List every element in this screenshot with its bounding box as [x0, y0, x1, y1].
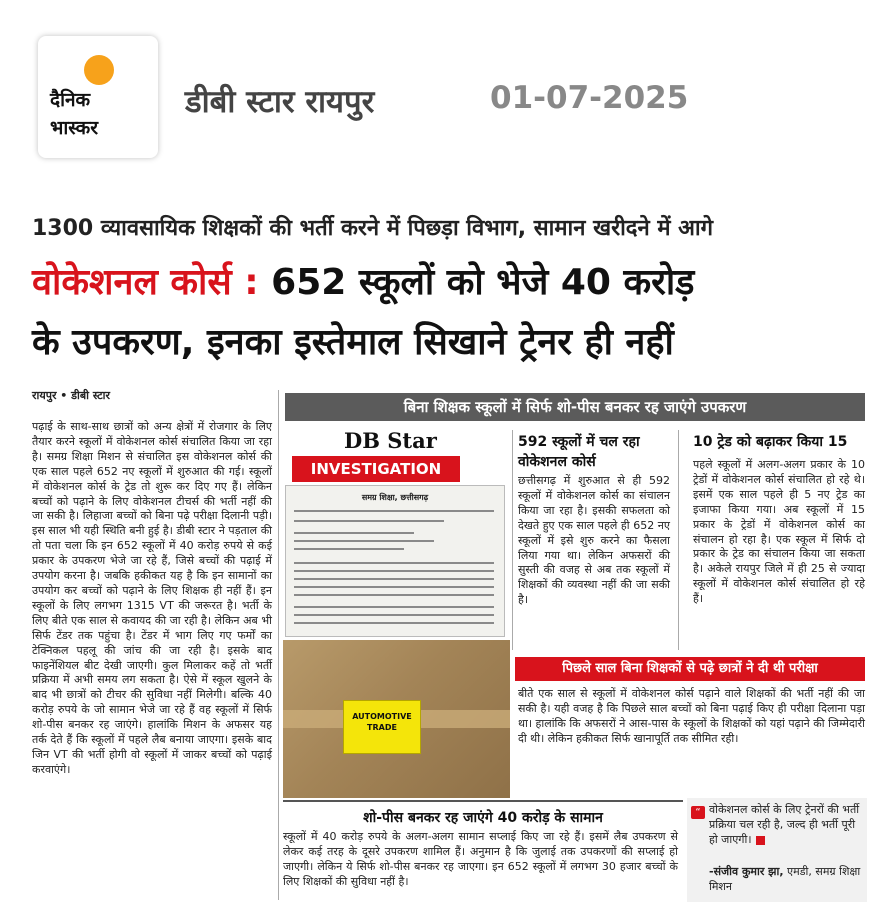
letter-line: [294, 548, 404, 550]
quote-text: [709, 802, 861, 847]
sun-icon: [84, 55, 114, 85]
letter-header: समग्र शिक्षा, छत्तीसगढ़: [361, 493, 429, 502]
main-headline-line2: के उपकरण, इनका इस्तेमाल सिखाने ट्रेनर ही नहीं: [32, 322, 674, 363]
quote-signature: [709, 864, 861, 894]
letter-line: [294, 532, 414, 534]
section-rule: [283, 800, 683, 802]
equipment-box-photo: [283, 640, 510, 798]
letter-line: [294, 614, 494, 616]
showpiece-body: स्कूलों में 40 करोड़ रुपये के अलग-अलग सामान सप्लाई किए जा रहे हैं। इसमें लैब उपकरण से लेकर कई तरह के दूसरे उपकरण शामिल हैं। अनुमान है कि जुलाई तक उपकरणों की सप्लाई हो जाएगी। लेकिन ये सिर्फ शो-पीस बनकर रह जाएगा। इन 652 स्कूलों में लगभग 30 हजार बच्चों के लिए शिक्षकों की सुविधा नहीं है।: [283, 830, 678, 888]
column-divider: [278, 390, 279, 900]
letter-line: [294, 586, 494, 588]
last-year-body: बीते एक साल से स्कूलों में वोकेशनल कोर्स पढ़ाने वाले शिक्षकों की भर्ती नहीं की जा सकी है। यही वजह है कि पिछले साल बच्चों को बिना पढ़ाई किए ही परीक्षा दिलाना पड़ा था। हालांकि कि अफसरों ने आस-पास के स्कूलों के शिक्षकों को यहां पढ़ाने की जिम्मेदारी दी थी। लेकिन हकीकत सिर्फ खानापूर्ति तक सीमित रही।: [518, 687, 865, 745]
letter-line: [294, 578, 494, 580]
investigation-label: INVESTIGATION: [292, 456, 460, 482]
quote-icon: “: [691, 806, 705, 819]
official-quote: [687, 798, 867, 902]
db-star-brand: DB Star: [344, 428, 437, 453]
letter-line: [294, 562, 494, 564]
letter-line: [294, 540, 434, 542]
last-year-banner: पिछले साल बिना शिक्षकों से पढ़े छात्रों ने दी थी परीक्षा: [515, 657, 865, 681]
box-label: AUTOMOTIVE TRADE: [343, 700, 421, 754]
column-divider: [678, 430, 679, 650]
letter-line: [294, 570, 494, 572]
right-heading: 10 ट्रेड को बढ़ाकर किया 15: [693, 434, 848, 450]
letter-line: [294, 510, 494, 512]
main-headline-line1: [32, 256, 694, 305]
logo-line-2: भास्कर: [50, 117, 99, 139]
letter-line: [294, 606, 494, 608]
middle-heading: 592 स्कूलों में चल रहा वोकेशनल कोर्स: [518, 434, 640, 470]
quote-author: -संजीव कुमार झा,: [709, 865, 784, 878]
letter-line: [294, 520, 444, 522]
byline: रायपुर • डीबी स्टार: [32, 389, 111, 402]
official-letter-image: [285, 485, 505, 637]
left-column-body: पढ़ाई के साथ-साथ छात्रों को अन्य क्षेत्रों में रोजगार के लिए तैयार करने स्कूलों में वोकेशनल कोर्स संचालित किया जा रहा है। समग्र शिक्षा मिशन से संचालित इस वोकेशनल कोर्स की एक साल पहले 652 नए स्कूलों में शुरुआत की गई। स्कूलों में वोकेशनल कोर्स के ट्रेड तो शुरू कर दिए गए हैं। लेकिन बच्चों को पढ़ाने के लिए वोकेशनल टीचर्स की भर्ती नहीं की जा सकी है। लिहाजा बच्चों को बिना पढ़े परीक्षा दिलानी पड़ी। इस साल भी यही स्थिति बनी हुई है। डीबी स्टार ने पड़ताल की तो पता चला कि इन 652 स्कूलों में 40 करोड़ रुपये से कई प्रकार के उपकरण भेजे जा रहे हैं, जिसे बच्चों की पढ़ाई में उपयोग करना है। जबकि हकीकत यह है कि इन सामानों का उपयोग कर बच्चों को पढ़ाने के लिए शिक्षक ही नहीं हैं। इन स्कूलों के लिए लगभग 1315 VT की जरूरत है। भर्ती के लिए बीते एक साल से कवायद की जा रही है। लेकिन अब भी सिर्फ टेंडर तक पहुंचा है। टेंडर में भाग लिए गए फर्मों का टेक्निकल पहलू की जांच की जा रही है। इसके बाद फाइनेंशियल बीट देखी जाएगी। कुल मिलाकर कहें तो भर्ती प्रक्रिया में अभी समय लग सकता है। ऐसे में स्कूल खुलने के बाद भी छात्रों को टीचर की सुविधा नहीं मिलेगी। बल्कि 40 करोड़ रुपये के जो सामान भेजे जा रहे हैं वह स्कूलों में सिर्फ शो-पीस बनकर रह जाएंगे। हालांकि मिशन के अफसर यह तर्क देते हैं कि स्कूलों में पहले लैब बनाया जाएगा। इसके बाद जिन VT की भर्ती होगी वो स्कूलों में जाकर बच्चों को पढ़ाई करवाएंगे।: [32, 420, 272, 776]
column-divider: [512, 430, 513, 650]
letter-line: [294, 594, 494, 596]
headline-line1-rest: 652 स्कूलों को भेजे 40 करोड़: [271, 262, 695, 303]
section-banner: बिना शिक्षक स्कूलों में सिर्फ शो-पीस बनकर रह जाएंगे उपकरण: [285, 393, 865, 421]
publication-name: डीबी स्टार रायपुर: [185, 84, 375, 120]
quote-designation: एमडी, समग्र शिक्षा मिशन: [709, 865, 861, 893]
right-body: पहले स्कूलों में अलग-अलग प्रकार के 10 ट्रेडों में वोकेशनल कोर्स संचालित हो रहे थे। इसमें एक साल पहले ही 5 नए ट्रेड का इजाफा किया गया। अब स्कूलों में 15 प्रकार के ट्रेडों में वोकेशनल कोर्स का संचालन हो रहा है। एक स्कूल में सिर्फ दो प्रकार के ट्रेड का संचालन किया जा सकता है। अकेले रायपुर जिले में ही 25 से ज्यादा स्कूलों में वोकेशनल कोर्स संचालित हो रहे हैं।: [693, 458, 865, 606]
middle-body: छत्तीसगढ़ में शुरुआत से ही 592 स्कूलों में वोकेशनल कोर्स का संचालन किया जा रहा है। इसकी सफलता को देखते हुए एक साल पहले ही 652 नए स्कूलों में इसे शुरु करने का फैसला लिया गया था। लेकिन अफसरों की सुस्ती की वजह से अब तक स्कूलों में शिक्षकों की व्यवस्था नहीं की जा सकी है।: [518, 474, 670, 607]
showpiece-heading: शो-पीस बनकर रह जाएंगे 40 करोड़ के सामान: [363, 810, 603, 826]
headline-separator: :: [231, 262, 272, 303]
kicker-headline: 1300 व्यावसायिक शिक्षकों की भर्ती करने में पिछड़ा विभाग, सामान खरीदने में आगे: [32, 216, 714, 241]
publication-date: 01-07-2025: [490, 80, 689, 116]
dainik-bhaskar-logo: [38, 36, 158, 158]
letter-line: [294, 622, 494, 624]
headline-red-lead: वोकेशनल कोर्स: [32, 262, 232, 303]
logo-line-1: दैनिक: [50, 89, 91, 111]
quote-statement: वोकेशनल कोर्स के लिए ट्रेनरों की भर्ती प्रक्रिया चल रही है, जल्द ही भर्ती पूरी हो जाएगी।: [709, 803, 860, 846]
quote-end-icon: [756, 836, 765, 845]
